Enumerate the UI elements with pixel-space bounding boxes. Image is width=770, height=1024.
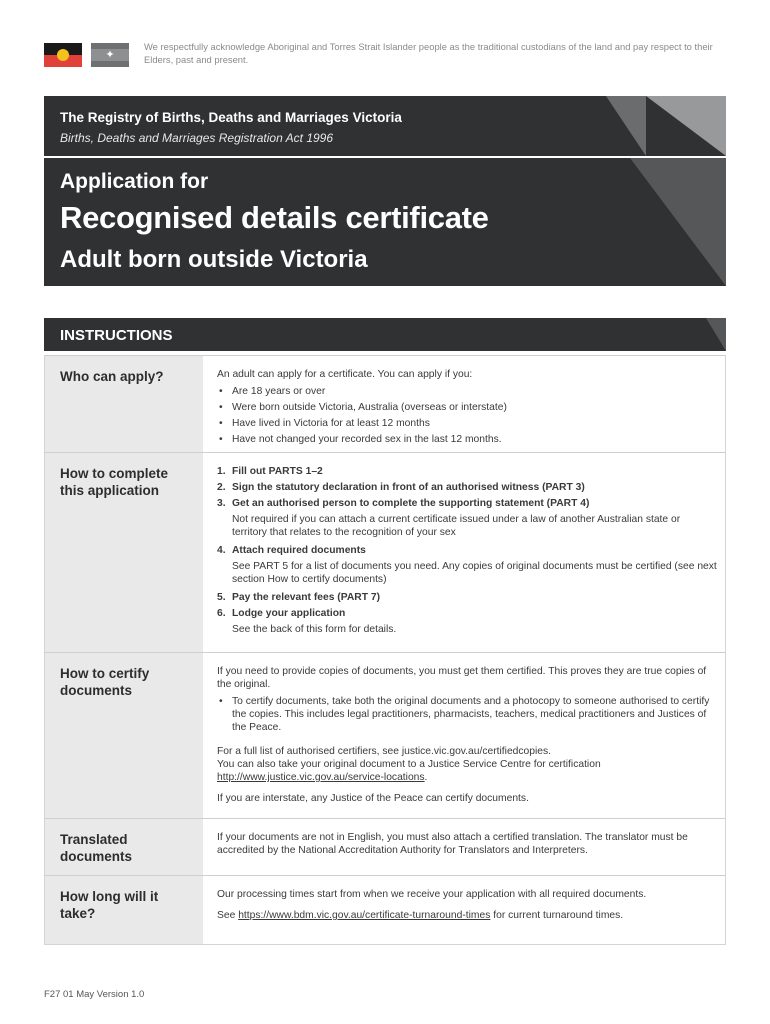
acknowledgement-text: We respectfully acknowledge Aboriginal and Torres Strait Islander people as the traditional custodians of the land and pay respect to their Elders, past and present. [144, 41, 713, 65]
list-item: • Have lived in Victoria for at least 12 months [217, 417, 717, 430]
translated-text: If your documents are not in English, you must also attach a certified translation. The translator must be accredited by the National Accreditation Authority for Translators and Interpreters. [217, 832, 688, 856]
form-title: Recognised details certificate [60, 200, 489, 235]
translated-documents-row [45, 818, 725, 875]
service-locations-link[interactable]: http://www.justice.vic.gov.au/service-locations [217, 772, 425, 783]
who-can-apply-row [45, 355, 725, 452]
how-long-row [45, 875, 725, 944]
instructions-title: INSTRUCTIONS [60, 327, 173, 344]
step-item: 5. Pay the relevant fees (PART 7) [217, 592, 381, 603]
step-item: 2. Sign the statutory declaration in front of an authorised witness (PART 3) [217, 482, 585, 493]
certifiers-text: For a full list of authorised certifiers, see justice.vic.gov.au/certifiedcopies. [217, 746, 552, 757]
registry-header [44, 96, 726, 156]
how-long-label: How long will it take? [60, 889, 159, 921]
certify-paragraph: If you need to provide copies of documents, you must get them certified. This proves they are true copies of the original. [217, 666, 707, 690]
list-item: • Are 18 years or over [217, 385, 717, 398]
how-to-certify-label: How to certify documents [60, 666, 150, 698]
turnaround-paragraph [217, 909, 717, 922]
how-to-complete-label: How to complete this application [60, 466, 169, 498]
turnaround-times-link[interactable]: https://www.bdm.vic.gov.au/certificate-turnaround-times [238, 910, 491, 921]
interstate-paragraph: If you are interstate, any Justice of the Peace can certify documents. [217, 793, 529, 804]
steps-list [217, 465, 717, 636]
see-text: See [217, 910, 239, 921]
act-name: Births, Deaths and Marriages Registration Act 1996 [60, 131, 334, 145]
list-item: • To certify documents, take both the original documents and a photocopy to someone authorised to certify the copies. This includes legal practitioners, pharmacists, teachers, medical practitioners and Justices of the Peace. [217, 695, 717, 734]
list-item: • Were born outside Victoria, Australia (overseas or interstate) [217, 401, 717, 414]
torres-strait-islander-flag-icon: ✦ [91, 43, 129, 67]
turnaround-suffix: for current turnaround times. [490, 910, 624, 921]
step-item: 4. Attach required documents See PART 5 for a list of documents you need. Any copies of original documents must be certified (see next section How to certify documents) [217, 545, 717, 585]
who-can-apply-label: Who can apply? [60, 369, 164, 384]
who-can-apply-intro: An adult can apply for a certificate. You can apply if you: [217, 369, 473, 380]
form-version: F27 01 May Version 1.0 [44, 989, 145, 1000]
application-for-label: Application for [60, 170, 209, 193]
link-suffix: . [424, 772, 428, 783]
organisation-name: The Registry of Births, Deaths and Marriages Victoria [60, 110, 402, 125]
form-subtitle: Adult born outside Victoria [60, 246, 368, 273]
instructions-heading [44, 318, 726, 351]
translated-documents-label: Translated documents [60, 832, 133, 864]
how-to-certify-row [45, 652, 725, 818]
eligibility-list [217, 385, 717, 446]
step-item: 3. Get an authorised person to complete the supporting statement (PART 4) Not required if you can attach a current certificate issued under a law of another Australian state or territory that relates to the recognition of your sex [217, 498, 681, 538]
acknowledgement-section [44, 40, 734, 70]
aboriginal-flag-icon [44, 43, 82, 67]
justice-centre-text: You can also take your original document to a Justice Service Centre for certification [217, 759, 601, 770]
how-to-complete-row [45, 452, 725, 652]
step-item: 1. Fill out PARTS 1–2 [217, 466, 323, 477]
instructions-table [44, 355, 726, 945]
processing-text: Our processing times start from when we receive your application with all required documents. [217, 889, 647, 900]
certifiers-paragraph [217, 745, 717, 784]
certify-list [217, 695, 717, 734]
list-item: • Have not changed your recorded sex in the last 12 months. [217, 433, 717, 446]
step-item: 6. Lodge your application See the back of this form for details. [217, 608, 397, 635]
form-title-banner [44, 158, 726, 286]
